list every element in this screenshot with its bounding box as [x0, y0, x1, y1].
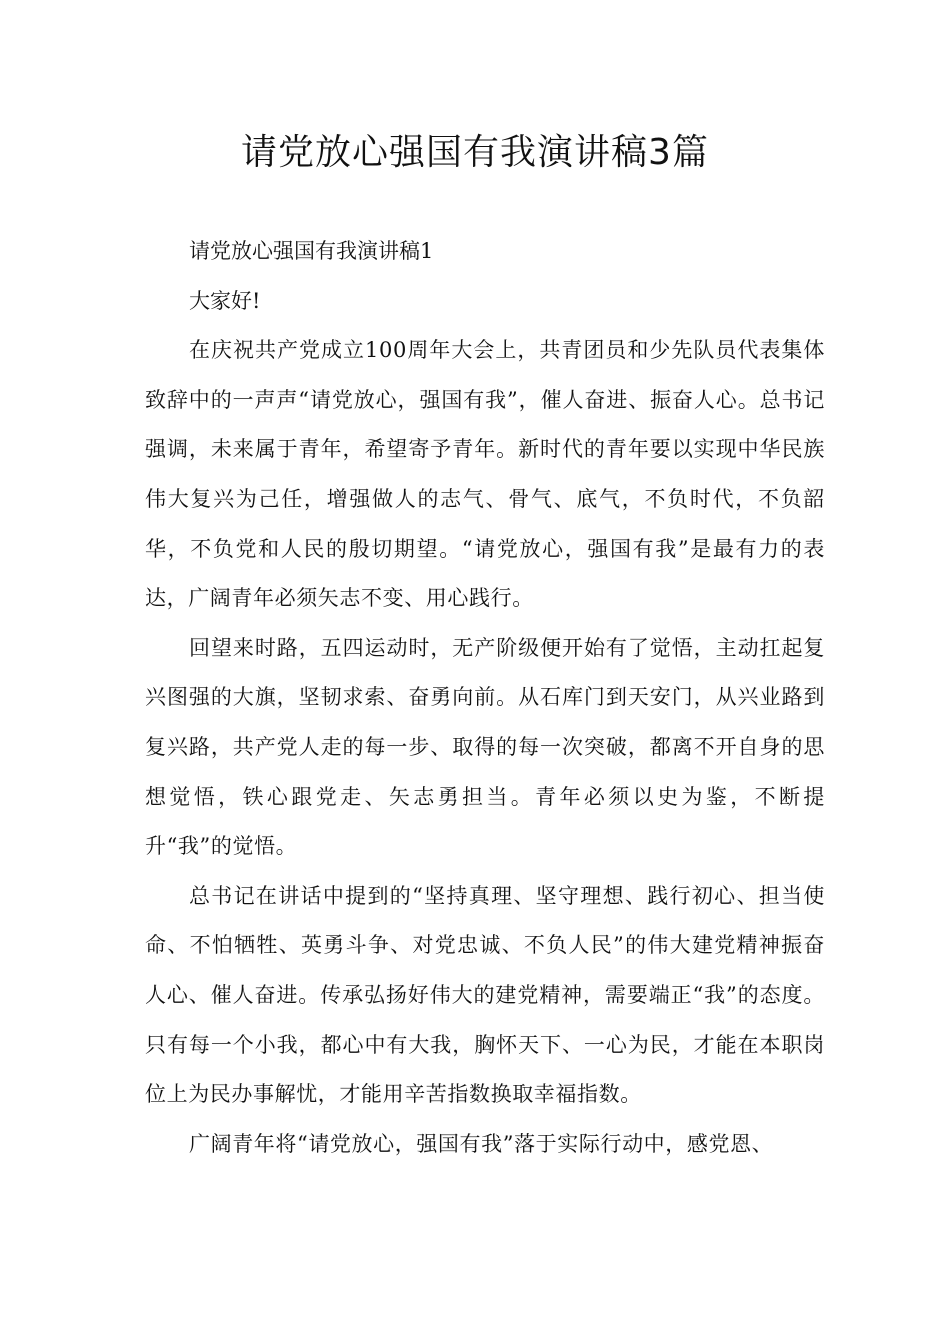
- document-body: [145, 227, 825, 1169]
- document-title: 请党放心强国有我演讲稿3篇: [241, 132, 709, 173]
- paragraph-3: 总书记在讲话中提到的“坚持真理、坚守理想、践行初心、担当使命、不怕牺牲、英勇斗争、对党忠诚、不负人民”的伟大建党精神振奋人心、催人奋进。传承弘扬好伟大的建党精神，需要端正“我”的态度。只有每一个小我，都心中有大我，胸怀天下、一心为民，才能在本职岗位上为民办事解忧，才能用辛苦指数换取幸福指数。: [145, 883, 825, 1107]
- paragraph-2: 回望来时路，五四运动时，无产阶级便开始有了觉悟，主动扛起复兴图强的大旗，坚韧求索、奋勇向前。从石库门到天安门，从兴业路到复兴路，共产党人走的每一步、取得的每一次突破，都离不开自身的思想觉悟，铁心跟党走、矢志勇担当。青年必须以史为鉴，不断提升“我”的觉悟。: [145, 635, 825, 859]
- speech-subheading: 请党放心强国有我演讲稿1: [189, 239, 434, 263]
- greeting: 大家好!: [189, 288, 261, 313]
- paragraph-1: 在庆祝共产党成立100周年大会上，共青团员和少先队员代表集体致辞中的一声声“请党放心，强国有我”，催人奋进、振奋人心。总书记强调，未来属于青年，希望寄予青年。新时代的青年要以实现中华民族伟大复兴为己任，增强做人的志气、骨气、底气，不负时代，不负韶华，不负党和人民的殷切期望。“请党放心，强国有我”是最有力的表达，广阔青年必须矢志不变、用心践行。: [145, 338, 825, 611]
- paragraph-4: 广阔青年将“请党放心，强国有我”落于实际行动中，感党恩、: [189, 1131, 774, 1156]
